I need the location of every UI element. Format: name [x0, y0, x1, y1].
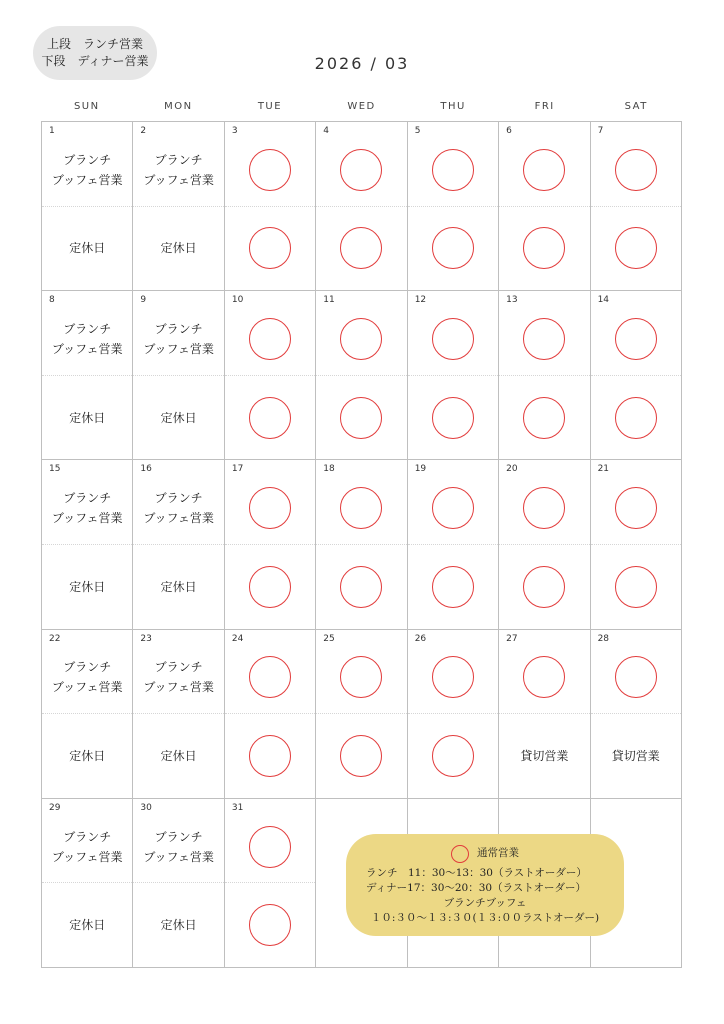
- dinner-slot: [133, 207, 223, 291]
- dinner-slot: [42, 714, 132, 798]
- day-cell: [499, 460, 590, 629]
- notice-brunch-title: ブランチブッフェ: [443, 896, 527, 909]
- open-circle-icon: [523, 149, 565, 191]
- weekday-fri: FRI: [534, 101, 555, 112]
- day-number: 2: [140, 126, 147, 136]
- lunch-slot: [133, 291, 223, 376]
- weekday-header: [41, 101, 682, 117]
- open-circle-icon: [249, 149, 291, 191]
- day-cell: [42, 799, 133, 968]
- day-number: 23: [140, 633, 152, 644]
- day-number: 29: [49, 802, 61, 813]
- open-circle-icon: [432, 487, 474, 529]
- open-circle-icon: [615, 656, 657, 698]
- dinner-slot: [591, 207, 681, 291]
- lunch-slot: [133, 122, 223, 207]
- day-cell: [225, 291, 316, 460]
- brunch-label: ブランチ ブッフェ営業: [51, 321, 123, 356]
- closed-label: 定休日: [69, 749, 106, 763]
- day-cell: [591, 122, 682, 291]
- day-cell: [133, 122, 224, 291]
- day-cell: [591, 460, 682, 629]
- day-number: 9: [140, 295, 147, 306]
- open-circle-icon: [523, 397, 565, 439]
- page-title: 2026 / 03: [314, 54, 410, 73]
- day-number: 25: [323, 633, 335, 644]
- day-number: 8: [49, 295, 55, 306]
- open-circle-icon: [615, 397, 657, 439]
- open-circle-icon: [523, 227, 565, 269]
- closed-label: 定休日: [69, 918, 106, 933]
- day-cell: [316, 460, 407, 629]
- legend-line-top: 上段 ランチ営業: [46, 37, 143, 51]
- closed-label: 定休日: [160, 241, 197, 256]
- dinner-slot: [499, 714, 589, 798]
- open-circle-icon: [249, 735, 291, 777]
- day-number: 18: [323, 464, 335, 475]
- brunch-label: ブランチ ブッフェ営業: [51, 491, 123, 526]
- open-circle-icon: [432, 397, 474, 439]
- dinner-slot: [316, 714, 406, 798]
- day-cell: [133, 799, 224, 968]
- lunch-slot: [499, 122, 589, 207]
- day-cell: [42, 630, 133, 799]
- day-number: 11: [323, 295, 335, 306]
- day-number: 7: [597, 126, 604, 136]
- open-circle-icon: [615, 318, 657, 360]
- notice-key: [451, 845, 519, 863]
- lunch-slot: [225, 122, 315, 207]
- open-circle-icon: [523, 566, 565, 608]
- open-circle-icon: [340, 397, 382, 439]
- notice-brunch-hours: １０:３０～１３:３０(１３:００ラストオーダー): [370, 911, 600, 924]
- weekday-tue: TUE: [257, 101, 283, 112]
- dinner-slot: [316, 207, 406, 291]
- dinner-slot: [42, 545, 132, 629]
- weekday-sun: SUN: [73, 101, 100, 112]
- open-circle-icon: [432, 227, 474, 269]
- open-circle-icon: [615, 487, 657, 529]
- notice-lunch-hours: ランチ 11：30～13：30（ラストオーダー）: [366, 866, 587, 879]
- day-number: 3: [231, 126, 238, 136]
- day-cell: [499, 291, 590, 460]
- hours-notice: [346, 834, 624, 936]
- day-number: 28: [597, 633, 610, 644]
- dinner-slot: [133, 545, 223, 629]
- day-number: 31: [231, 802, 244, 813]
- dinner-slot: [591, 545, 681, 629]
- open-circle-icon: [451, 845, 469, 863]
- lunch-slot: [42, 122, 132, 207]
- day-cell: [225, 122, 316, 291]
- dinner-slot: [225, 883, 315, 967]
- day-number: 19: [414, 464, 427, 475]
- open-circle-icon: [249, 487, 291, 529]
- brunch-label: ブランチ ブッフェ営業: [51, 152, 123, 187]
- closed-label: 定休日: [69, 410, 106, 425]
- open-circle-icon: [249, 227, 291, 269]
- day-cell: [225, 799, 316, 968]
- day-cell: [42, 122, 133, 291]
- dinner-slot: [225, 207, 315, 291]
- dinner-slot: [408, 545, 498, 629]
- day-cell: [42, 460, 133, 629]
- day-cell: [133, 291, 224, 460]
- lunch-slot: [591, 122, 681, 207]
- day-cell: [133, 630, 224, 799]
- day-number: 4: [323, 126, 330, 136]
- day-number: 15: [49, 464, 61, 475]
- open-circle-icon: [432, 318, 474, 360]
- open-circle-icon: [249, 566, 291, 608]
- dinner-slot: [499, 207, 589, 291]
- weekday-sat: SAT: [624, 101, 648, 112]
- dinner-slot: [225, 376, 315, 460]
- day-cell: [591, 630, 682, 799]
- brunch-label: ブランチ ブッフェ営業: [51, 660, 123, 695]
- open-circle-icon: [340, 149, 382, 191]
- open-circle-icon: [340, 318, 382, 360]
- closed-label: 定休日: [160, 579, 197, 594]
- day-number: 14: [597, 295, 610, 306]
- open-circle-icon: [523, 487, 565, 529]
- day-number: 16: [140, 464, 152, 475]
- open-circle-icon: [249, 904, 291, 946]
- open-circle-icon: [249, 397, 291, 439]
- day-cell: [499, 122, 590, 291]
- closed-label: 定休日: [69, 241, 106, 256]
- closed-label: 定休日: [69, 579, 106, 594]
- day-cell: [316, 630, 407, 799]
- day-number: 1: [49, 126, 55, 136]
- open-circle-icon: [615, 149, 657, 191]
- day-number: 5: [414, 126, 421, 136]
- brunch-label: ブランチ ブッフェ営業: [143, 321, 214, 356]
- open-circle-icon: [249, 656, 291, 698]
- dinner-slot: [591, 714, 681, 798]
- open-circle-icon: [432, 656, 474, 698]
- open-circle-icon: [615, 566, 657, 608]
- day-number: 12: [414, 295, 427, 306]
- day-number: 21: [597, 464, 610, 475]
- open-circle-icon: [523, 318, 565, 360]
- open-circle-icon: [340, 735, 382, 777]
- dinner-slot: [42, 883, 132, 967]
- weekday-thu: THU: [440, 101, 466, 112]
- open-circle-icon: [432, 149, 474, 191]
- weekday-mon: MON: [164, 101, 193, 112]
- dinner-slot: [133, 883, 223, 967]
- open-circle-icon: [615, 227, 657, 269]
- day-number: 24: [231, 633, 244, 644]
- dinner-slot: [133, 714, 223, 798]
- day-number: 6: [506, 126, 512, 136]
- lunch-slot: [316, 122, 406, 207]
- day-number: 10: [231, 295, 244, 306]
- day-number: 13: [506, 295, 518, 306]
- day-number: 30: [140, 802, 152, 813]
- weekday-wed: WED: [347, 101, 376, 112]
- dinner-slot: [408, 376, 498, 460]
- open-circle-icon: [340, 487, 382, 529]
- open-circle-icon: [249, 826, 291, 868]
- open-circle-icon: [249, 318, 291, 360]
- dinner-slot: [591, 376, 681, 460]
- day-number: 20: [506, 464, 518, 475]
- dinner-slot: [225, 714, 315, 798]
- open-circle-icon: [340, 656, 382, 698]
- day-cell: [42, 291, 133, 460]
- day-cell: [316, 122, 407, 291]
- day-number: 17: [231, 464, 244, 475]
- closed-label: 定休日: [160, 918, 197, 933]
- dinner-slot: [42, 376, 132, 460]
- day-cell: [408, 291, 499, 460]
- lunch-slot: [408, 122, 498, 207]
- dinner-slot: [499, 376, 589, 460]
- day-number: 27: [506, 633, 518, 644]
- day-cell: [408, 630, 499, 799]
- notice-key-label: 通常営業: [477, 847, 519, 859]
- dinner-slot: [316, 545, 406, 629]
- dinner-slot: [499, 545, 589, 629]
- brunch-label: ブランチ ブッフェ営業: [143, 829, 214, 864]
- day-cell: [408, 122, 499, 291]
- open-circle-icon: [340, 227, 382, 269]
- brunch-label: ブランチ ブッフェ営業: [51, 829, 123, 864]
- dinner-slot: [408, 207, 498, 291]
- closed-label: 定休日: [160, 410, 197, 425]
- day-cell: [408, 460, 499, 629]
- day-number: 22: [49, 633, 61, 644]
- day-cell: [499, 630, 590, 799]
- open-circle-icon: [340, 566, 382, 608]
- reserved-label: 貸切営業: [520, 749, 569, 763]
- brunch-label: ブランチ ブッフェ営業: [143, 152, 214, 187]
- brunch-label: ブランチ ブッフェ営業: [143, 660, 214, 695]
- dinner-slot: [42, 207, 132, 291]
- day-cell: [316, 291, 407, 460]
- reserved-label: 貸切営業: [611, 749, 660, 763]
- open-circle-icon: [432, 566, 474, 608]
- legend-line-bottom: 下段 ディナー営業: [41, 54, 149, 68]
- day-cell: [225, 630, 316, 799]
- day-cell: [225, 460, 316, 629]
- dinner-slot: [408, 714, 498, 798]
- lunch-slot: [42, 291, 132, 376]
- open-circle-icon: [523, 656, 565, 698]
- brunch-label: ブランチ ブッフェ営業: [143, 491, 214, 526]
- closed-label: 定休日: [160, 749, 197, 763]
- day-cell: [591, 291, 682, 460]
- dinner-slot: [133, 376, 223, 460]
- notice-dinner-hours: ディナー17：30～20：30（ラストオーダー）: [366, 881, 586, 894]
- open-circle-icon: [432, 735, 474, 777]
- dinner-slot: [316, 376, 406, 460]
- day-cell: [133, 460, 224, 629]
- day-number: 26: [414, 633, 427, 644]
- dinner-slot: [225, 545, 315, 629]
